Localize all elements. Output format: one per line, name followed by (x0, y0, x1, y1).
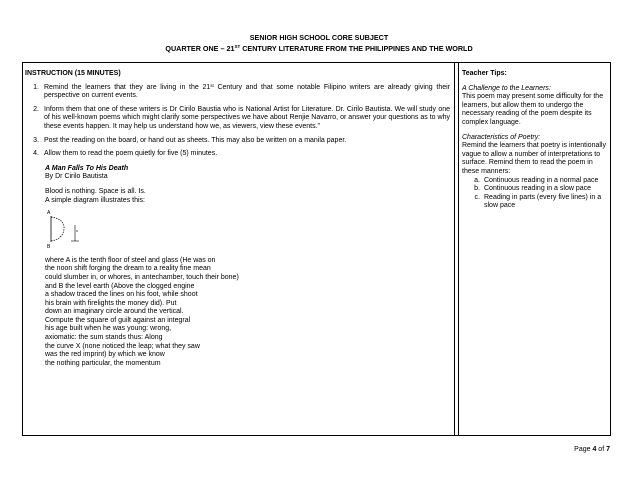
item-text (44, 84, 450, 101)
reading-option (462, 185, 607, 194)
instruction-title: INSTRUCTION (15 MINUTES) (25, 70, 121, 77)
header-quarter (0, 45, 638, 53)
poem-line: could slumber in, or whores, in antechamber, touch their bone) (45, 273, 239, 281)
poem-line: A simple diagram illustrates this: (45, 196, 145, 204)
page-current: 4 (592, 446, 597, 453)
item-text: Allow them to read the poem quietly for five (5) minutes. (44, 150, 218, 158)
poem-line: his age built when he was young: wrong, (45, 325, 172, 333)
item-text-pre: Remind the learners that they are living in the 21 (44, 83, 211, 91)
instruction-column (25, 70, 450, 368)
diagram-label-a: A (47, 210, 51, 217)
teacher-tips-column (462, 70, 607, 211)
page-label: Page (574, 446, 593, 453)
poem-line: where A is the tenth floor of steel and glass (He was on (45, 256, 216, 264)
tips-title: Teacher Tips: (462, 70, 507, 77)
instruction-item (25, 150, 450, 159)
poem-title: A Man Falls To His Death (45, 164, 129, 172)
item-number: 4. (33, 150, 39, 158)
poem-line: the nothing particular, the momentum (45, 359, 161, 367)
poem-line: and B the level earth (Above the clogged engine (45, 282, 195, 290)
diagram-label-x: x (76, 228, 78, 234)
option-text: Continuous reading in a slow pace (484, 185, 592, 193)
reading-option (462, 194, 607, 211)
header-quarter-post: CENTURY LITERATURE FROM THE PHILIPPINES AND THE WORLD (240, 44, 473, 53)
poem-line: the curve X (none noticed the leap; what they saw (45, 342, 200, 350)
poem-line: Compute the square of guilt against an integral (45, 316, 191, 324)
item-number: 1. (33, 83, 39, 91)
poem (45, 165, 450, 369)
poem-line: axiomatic: the sum stands thus: Along (45, 334, 163, 342)
page-total: 7 (606, 446, 610, 453)
item-number: 3. (33, 136, 39, 144)
option-letter: a. (474, 176, 480, 184)
instruction-item (25, 137, 450, 146)
instruction-item (25, 84, 450, 101)
poem-line: the noon shift forging the dream to a reality fine mean (45, 265, 211, 273)
poem-line: his brain with firelights the money did). Put (45, 299, 177, 307)
option-text: Continuous reading in a normal pace (484, 176, 599, 184)
item-text-sup: st (210, 82, 214, 88)
option-text: Reading in parts (every five lines) in a slow pace (484, 193, 602, 210)
challenge-title: A Challenge to the Learners: (462, 84, 551, 92)
challenge-text: This poem may present some difficulty for the learners, but allow them to undergo the necessary reading of the poem despite its complex language. (462, 93, 604, 126)
poem-line: a shadow traced the lines on his foot, while shoot (45, 291, 198, 299)
item-text: Inform them that one of these writers is Dr Cirilo Baustia who is National Artist for Literature. Dr. Cirilo Bautista. We will study one of his well-known poems which might clarify some perspectives we have about Renjie Navarro, or answer your questions as to why these events happen. It may help us understand how we, as viewers, view these events.” (44, 105, 450, 130)
diagram-label-b: B (47, 244, 51, 250)
poem-author: By Dr Cirilo Bautista (45, 173, 108, 181)
reading-option (462, 177, 607, 186)
header-quarter-sup: ST (234, 44, 241, 49)
item-text-post: Century and that some notable Filipino writers are already giving their perspective on current events. (44, 83, 451, 100)
header-subject: SENIOR HIGH SCHOOL CORE SUBJECT (249, 33, 389, 42)
instruction-item (25, 106, 450, 132)
page-of: of (596, 446, 607, 453)
item-text: Post the reading on the board, or hand out as sheets. This may also be written on a manila paper. (44, 136, 347, 144)
item-number: 2. (33, 105, 39, 113)
poem-line: Blood is nothing. Space is all. Is. (45, 187, 146, 195)
page-number (574, 446, 610, 453)
characteristics-text: Remind the learners that poetry is intentionally vague to allow a number of interpretations to surface. Remind them to read the poem in these manners: (462, 142, 606, 175)
poem-diagram (45, 207, 105, 249)
column-divider-2 (458, 62, 459, 436)
poem-line: down an imaginary circle around the vertical. (45, 308, 184, 316)
poem-line: was the red imprint) by which we know (45, 351, 165, 359)
characteristics-title: Characteristics of Poetry: (462, 133, 541, 141)
header-quarter-pre: QUARTER ONE – 21 (165, 44, 235, 53)
option-letter: b. (474, 185, 480, 193)
column-divider (454, 62, 455, 436)
option-letter: c. (474, 193, 480, 201)
